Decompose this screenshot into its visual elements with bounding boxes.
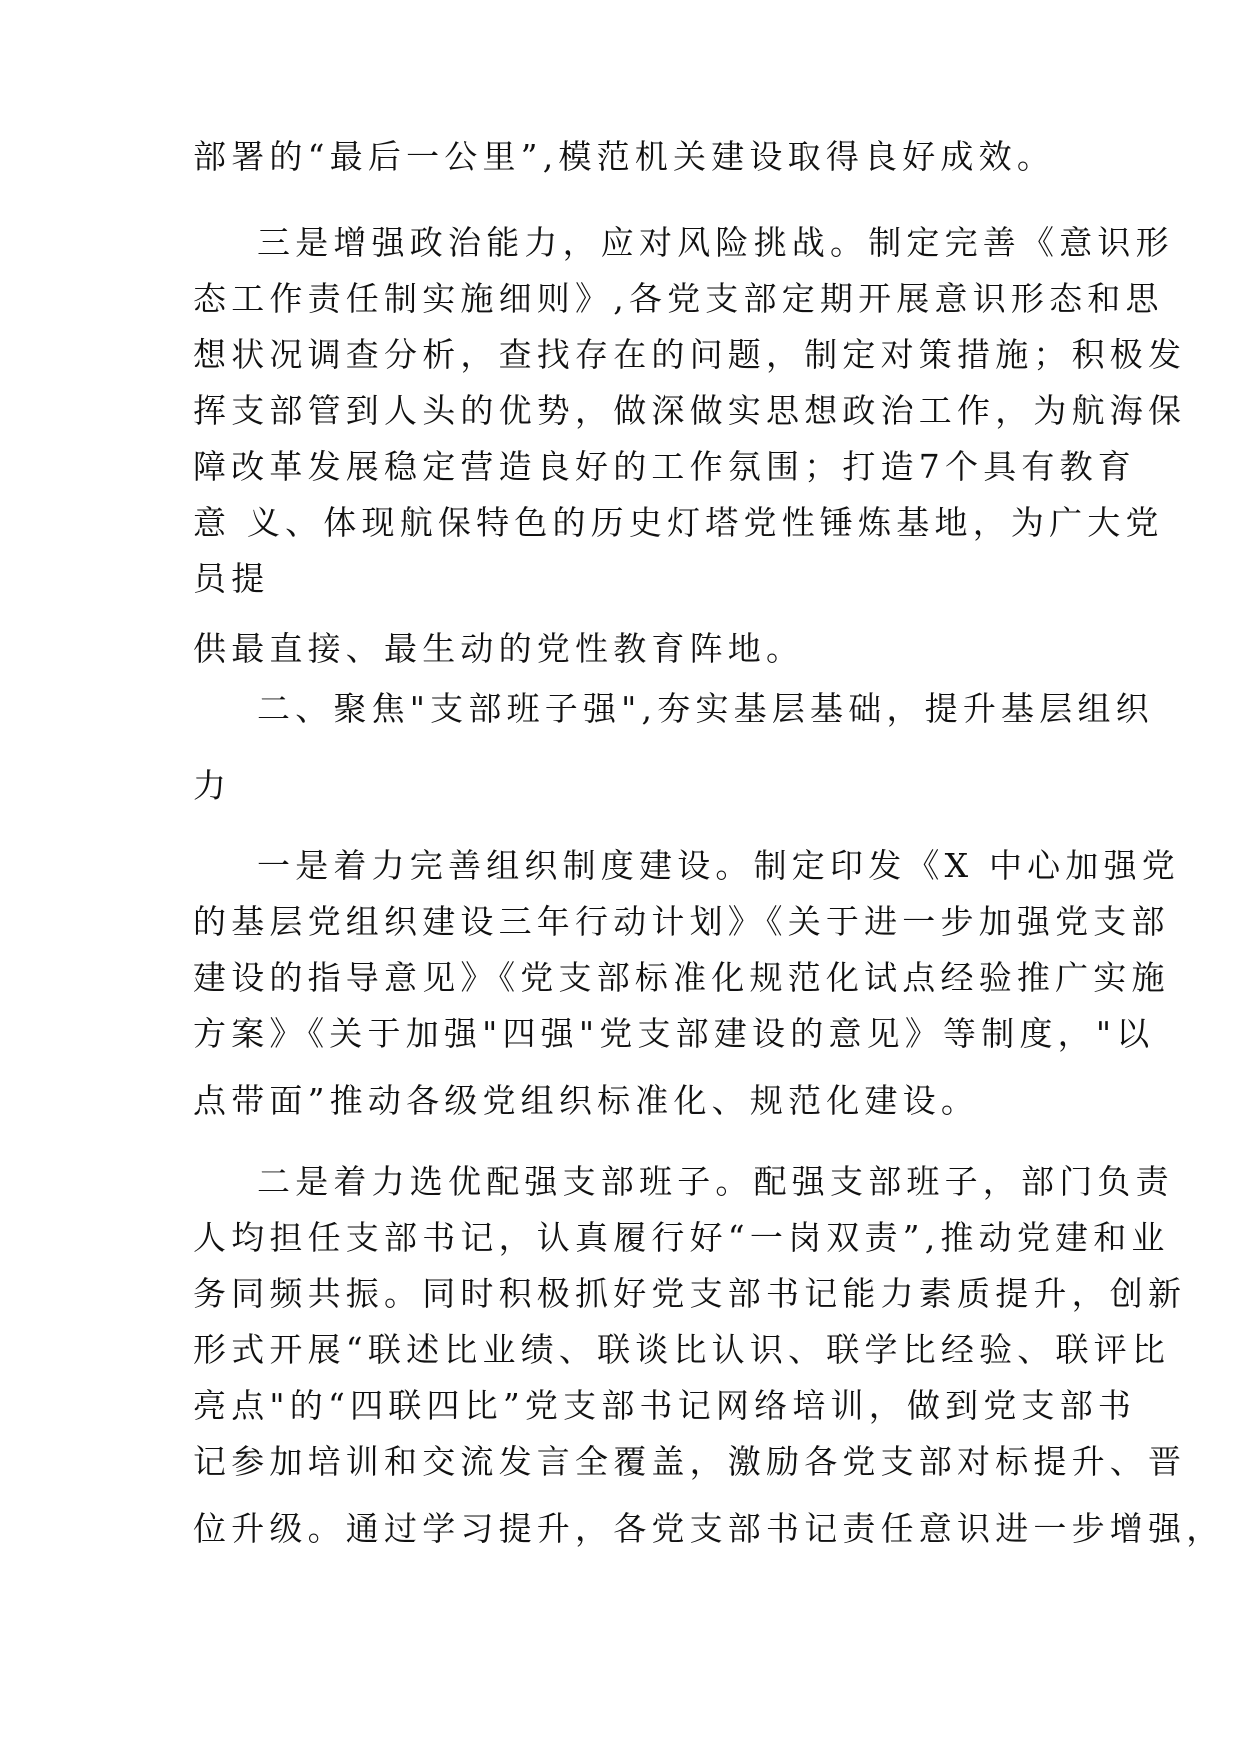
section-heading: 二、聚焦"支部班子强",夯实基层基础，提升基层组织 (257, 689, 1154, 728)
text-line-19: 务同频共振。同时积极抓好党支部书记能力素质提升，创新 (193, 1274, 1187, 1313)
text-line-17: 二是着力选优配强支部班子。配强支部班子，部门负责 (257, 1162, 1174, 1201)
text-line-16: 点带面”推动各级党组织标准化、规范化建设。 (193, 1081, 980, 1120)
text-line-4: 想状况调查分析，查找存在的问题，制定对策措施；积极发 (193, 335, 1187, 374)
text-line-18: 人均担任支部书记，认真履行好“一岗双责”,推动党建和业 (193, 1218, 1170, 1257)
text-line-8: 员提 (193, 559, 270, 598)
text-line-13: 的基层党组织建设三年行动计划》《关于进一步加强党支部 (193, 902, 1170, 941)
text-line-7: 意 义、体现航保特色的历史灯塔党性锤炼基地，为广大党 (193, 503, 1164, 542)
section-heading-continued: 力 (193, 766, 232, 805)
text-line-12: 一是着力完善组织制度建设。制定印发《X 中心加强党 (257, 846, 1180, 885)
text-line-22: 记参加培训和交流发言全覆盖，激励各党支部对标提升、晋 (193, 1442, 1187, 1481)
text-line-1: 部署的“最后一公里”,模范机关建设取得良好成效。 (193, 137, 1056, 176)
text-line-2: 三是增强政治能力，应对风险挑战。制定完善《意识形 (257, 223, 1174, 262)
text-line-23: 位升级。通过学习提升，各党支部书记责任意识进一步增强， (193, 1509, 1225, 1548)
text-line-15: 方案》《关于加强"四强"党支部建设的意见》等制度，"以 (193, 1014, 1155, 1053)
text-line-21: 亮点"的“四联四比”党支部书记网络培训，做到党支部书 (193, 1386, 1137, 1425)
text-line-9: 供最直接、最生动的党性教育阵地。 (193, 629, 805, 668)
text-line-3: 态工作责任制实施细则》,各党支部定期开展意识形态和思 (193, 279, 1164, 318)
text-line-6: 障改革发展稳定营造良好的工作氛围；打造7个具有教育 (193, 447, 1136, 486)
text-line-20: 形式开展“联述比业绩、联谈比认识、联学比经验、联评比 (193, 1330, 1171, 1369)
text-line-14: 建设的指导意见》《党支部标准化规范化试点经验推广实施 (193, 958, 1170, 997)
text-line-5: 挥支部管到人头的优势，做深做实思想政治工作，为航海保 (193, 391, 1187, 430)
